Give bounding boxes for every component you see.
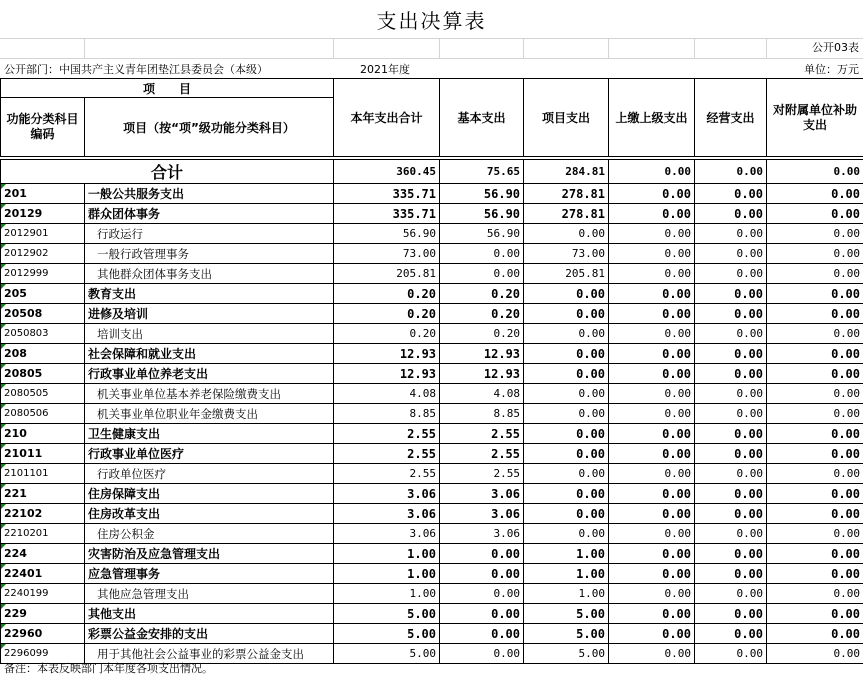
code-cell: 21011 bbox=[1, 444, 85, 464]
basic-cell: 0.00 bbox=[440, 564, 524, 584]
name-cell: 行政事业单位养老支出 bbox=[85, 364, 334, 384]
meta-row bbox=[0, 58, 863, 79]
name-cell: 灾害防治及应急管理支出 bbox=[85, 544, 334, 564]
business-cell: 0.00 bbox=[695, 564, 767, 584]
fiscal-year: 2021年度 bbox=[360, 63, 410, 76]
code-cell: 2210201 bbox=[1, 524, 85, 544]
total-cell: 0.20 bbox=[334, 324, 440, 344]
project-cell: 278.81 bbox=[524, 184, 609, 204]
subsidy-cell: 0.00 bbox=[767, 160, 863, 184]
business-cell: 0.00 bbox=[695, 264, 767, 284]
subsidy-cell: 0.00 bbox=[767, 604, 863, 624]
upper-cell: 0.00 bbox=[609, 484, 695, 504]
basic-cell: 2.55 bbox=[440, 444, 524, 464]
name-cell: 一般公共服务支出 bbox=[85, 184, 334, 204]
table-row bbox=[1, 384, 863, 404]
basic-cell: 0.00 bbox=[440, 544, 524, 564]
upper-cell: 0.00 bbox=[609, 344, 695, 364]
code-cell: 2012999 bbox=[1, 264, 85, 284]
table-row bbox=[1, 484, 863, 504]
code-cell: 22960 bbox=[1, 624, 85, 644]
business-cell: 0.00 bbox=[695, 324, 767, 344]
project-cell: 1.00 bbox=[524, 584, 609, 604]
project-cell: 0.00 bbox=[524, 344, 609, 364]
subsidy-cell: 0.00 bbox=[767, 544, 863, 564]
subsidy-cell: 0.00 bbox=[767, 404, 863, 424]
business-cell: 0.00 bbox=[695, 604, 767, 624]
project-cell: 5.00 bbox=[524, 644, 609, 664]
subsidy-cell: 0.00 bbox=[767, 504, 863, 524]
total-row bbox=[1, 160, 863, 184]
project-cell: 0.00 bbox=[524, 484, 609, 504]
upper-cell: 0.00 bbox=[609, 384, 695, 404]
subsidy-cell: 0.00 bbox=[767, 424, 863, 444]
basic-cell: 0.20 bbox=[440, 324, 524, 344]
basic-cell: 0.00 bbox=[440, 584, 524, 604]
subsidy-cell: 0.00 bbox=[767, 344, 863, 364]
upper-cell: 0.00 bbox=[609, 224, 695, 244]
code-cell: 229 bbox=[1, 604, 85, 624]
header-business: 经营支出 bbox=[695, 79, 767, 157]
total-cell: 8.85 bbox=[334, 404, 440, 424]
total-cell: 4.08 bbox=[334, 384, 440, 404]
header-project: 项目支出 bbox=[524, 79, 609, 157]
total-cell: 205.81 bbox=[334, 264, 440, 284]
basic-cell: 56.90 bbox=[440, 184, 524, 204]
total-cell: 56.90 bbox=[334, 224, 440, 244]
table-row bbox=[1, 524, 863, 544]
total-cell: 5.00 bbox=[334, 604, 440, 624]
total-cell: 0.20 bbox=[334, 304, 440, 324]
name-cell: 其他群众团体事务支出 bbox=[85, 264, 334, 284]
business-cell: 0.00 bbox=[695, 184, 767, 204]
subsidy-cell: 0.00 bbox=[767, 304, 863, 324]
subsidy-cell: 0.00 bbox=[767, 324, 863, 344]
business-cell: 0.00 bbox=[695, 424, 767, 444]
business-cell: 0.00 bbox=[695, 544, 767, 564]
basic-cell: 0.20 bbox=[440, 304, 524, 324]
table-row bbox=[1, 544, 863, 564]
upper-cell: 0.00 bbox=[609, 464, 695, 484]
name-cell: 机关事业单位基本养老保险缴费支出 bbox=[85, 384, 334, 404]
code-cell: 208 bbox=[1, 344, 85, 364]
business-cell: 0.00 bbox=[695, 304, 767, 324]
footnote: 备注：本表反映部门本年度各项支出情况。 bbox=[4, 662, 213, 675]
business-cell: 0.00 bbox=[695, 624, 767, 644]
upper-cell: 0.00 bbox=[609, 544, 695, 564]
code-cell: 20805 bbox=[1, 364, 85, 384]
subsidy-cell: 0.00 bbox=[767, 564, 863, 584]
subsidy-cell: 0.00 bbox=[767, 584, 863, 604]
project-cell: 278.81 bbox=[524, 204, 609, 224]
table-row bbox=[1, 244, 863, 264]
upper-cell: 0.00 bbox=[609, 604, 695, 624]
total-cell: 12.93 bbox=[334, 364, 440, 384]
code-cell: 20129 bbox=[1, 204, 85, 224]
table-row bbox=[1, 304, 863, 324]
name-cell: 住房公积金 bbox=[85, 524, 334, 544]
basic-cell: 0.00 bbox=[440, 264, 524, 284]
business-cell: 0.00 bbox=[695, 224, 767, 244]
header-upper: 上缴上级支出 bbox=[609, 79, 695, 157]
upper-cell: 0.00 bbox=[609, 244, 695, 264]
name-cell: 教育支出 bbox=[85, 284, 334, 304]
table-row bbox=[1, 424, 863, 444]
business-cell: 0.00 bbox=[695, 584, 767, 604]
total-cell: 12.93 bbox=[334, 344, 440, 364]
total-cell: 1.00 bbox=[334, 564, 440, 584]
total-cell: 5.00 bbox=[334, 624, 440, 644]
project-cell: 0.00 bbox=[524, 384, 609, 404]
project-cell: 0.00 bbox=[524, 284, 609, 304]
total-cell: 2.55 bbox=[334, 424, 440, 444]
table-row bbox=[1, 464, 863, 484]
grid-line bbox=[523, 38, 524, 58]
subsidy-cell: 0.00 bbox=[767, 444, 863, 464]
grid-line bbox=[439, 38, 440, 58]
header-subsidy: 对附属单位补助支出 bbox=[767, 79, 863, 157]
expenditure-table bbox=[0, 78, 863, 664]
subsidy-cell: 0.00 bbox=[767, 264, 863, 284]
upper-cell: 0.00 bbox=[609, 160, 695, 184]
upper-cell: 0.00 bbox=[609, 184, 695, 204]
grid-line bbox=[608, 38, 609, 58]
project-cell: 0.00 bbox=[524, 224, 609, 244]
total-cell: 1.00 bbox=[334, 544, 440, 564]
total-cell: 3.06 bbox=[334, 484, 440, 504]
basic-cell: 0.00 bbox=[440, 644, 524, 664]
code-cell: 2296099 bbox=[1, 644, 85, 664]
page-title: 支出决算表 bbox=[376, 8, 487, 33]
upper-cell: 0.00 bbox=[609, 204, 695, 224]
code-cell: 2240199 bbox=[1, 584, 85, 604]
upper-cell: 0.00 bbox=[609, 564, 695, 584]
project-cell: 0.00 bbox=[524, 364, 609, 384]
code-cell: 2080506 bbox=[1, 404, 85, 424]
business-cell: 0.00 bbox=[695, 464, 767, 484]
name-cell: 机关事业单位职业年金缴费支出 bbox=[85, 404, 334, 424]
business-cell: 0.00 bbox=[695, 504, 767, 524]
code-cell: 2012902 bbox=[1, 244, 85, 264]
total-cell: 2.55 bbox=[334, 464, 440, 484]
business-cell: 0.00 bbox=[695, 344, 767, 364]
upper-cell: 0.00 bbox=[609, 404, 695, 424]
business-cell: 0.00 bbox=[695, 524, 767, 544]
subsidy-cell: 0.00 bbox=[767, 384, 863, 404]
name-cell: 进修及培训 bbox=[85, 304, 334, 324]
total-cell: 335.71 bbox=[334, 184, 440, 204]
total-cell: 5.00 bbox=[334, 644, 440, 664]
name-cell: 卫生健康支出 bbox=[85, 424, 334, 444]
code-cell: 20508 bbox=[1, 304, 85, 324]
basic-cell: 0.00 bbox=[440, 244, 524, 264]
subsidy-cell: 0.00 bbox=[767, 364, 863, 384]
total-cell: 2.55 bbox=[334, 444, 440, 464]
name-cell: 行政运行 bbox=[85, 224, 334, 244]
name-cell: 一般行政管理事务 bbox=[85, 244, 334, 264]
form-number: 公开03表 bbox=[812, 41, 859, 54]
total-cell: 0.20 bbox=[334, 284, 440, 304]
business-cell: 0.00 bbox=[695, 160, 767, 184]
empty-grid-row bbox=[0, 38, 863, 59]
total-cell: 335.71 bbox=[334, 204, 440, 224]
basic-cell: 3.06 bbox=[440, 524, 524, 544]
upper-cell: 0.00 bbox=[609, 624, 695, 644]
code-cell: 201 bbox=[1, 184, 85, 204]
subsidy-cell: 0.00 bbox=[767, 464, 863, 484]
total-cell: 1.00 bbox=[334, 584, 440, 604]
project-cell: 1.00 bbox=[524, 564, 609, 584]
project-cell: 0.00 bbox=[524, 424, 609, 444]
code-cell: 221 bbox=[1, 484, 85, 504]
project-cell: 5.00 bbox=[524, 604, 609, 624]
business-cell: 0.00 bbox=[695, 444, 767, 464]
header-basic: 基本支出 bbox=[440, 79, 524, 157]
basic-cell: 3.06 bbox=[440, 484, 524, 504]
upper-cell: 0.00 bbox=[609, 324, 695, 344]
basic-cell: 0.00 bbox=[440, 624, 524, 644]
name-cell: 应急管理事务 bbox=[85, 564, 334, 584]
basic-cell: 0.20 bbox=[440, 284, 524, 304]
grid-line bbox=[694, 38, 695, 58]
project-cell: 5.00 bbox=[524, 624, 609, 644]
upper-cell: 0.00 bbox=[609, 304, 695, 324]
table-row bbox=[1, 184, 863, 204]
table-row bbox=[1, 444, 863, 464]
total-cell: 3.06 bbox=[334, 524, 440, 544]
project-cell: 284.81 bbox=[524, 160, 609, 184]
project-cell: 0.00 bbox=[524, 524, 609, 544]
code-cell: 224 bbox=[1, 544, 85, 564]
upper-cell: 0.00 bbox=[609, 444, 695, 464]
table-row bbox=[1, 264, 863, 284]
header-total: 本年支出合计 bbox=[334, 79, 440, 157]
department-label: 公开部门：中国共产主义青年团垫江县委员会（本级） bbox=[4, 63, 268, 76]
grid-line bbox=[766, 38, 767, 58]
basic-cell: 2.55 bbox=[440, 424, 524, 444]
table-row bbox=[1, 284, 863, 304]
upper-cell: 0.00 bbox=[609, 584, 695, 604]
basic-cell: 4.08 bbox=[440, 384, 524, 404]
code-cell: 22102 bbox=[1, 504, 85, 524]
basic-cell: 56.90 bbox=[440, 224, 524, 244]
table-row bbox=[1, 504, 863, 524]
basic-cell: 2.55 bbox=[440, 464, 524, 484]
grid-line bbox=[84, 38, 85, 58]
grid-line bbox=[333, 38, 334, 58]
code-cell: 205 bbox=[1, 284, 85, 304]
project-cell: 0.00 bbox=[524, 444, 609, 464]
basic-cell: 8.85 bbox=[440, 404, 524, 424]
table-row bbox=[1, 624, 863, 644]
name-cell: 其他应急管理支出 bbox=[85, 584, 334, 604]
name-cell: 彩票公益金安排的支出 bbox=[85, 624, 334, 644]
table-row bbox=[1, 224, 863, 244]
header-project-group: 项 目 bbox=[1, 79, 334, 98]
business-cell: 0.00 bbox=[695, 244, 767, 264]
table-row bbox=[1, 584, 863, 604]
code-cell: 210 bbox=[1, 424, 85, 444]
upper-cell: 0.00 bbox=[609, 524, 695, 544]
upper-cell: 0.00 bbox=[609, 364, 695, 384]
table-row bbox=[1, 564, 863, 584]
business-cell: 0.00 bbox=[695, 484, 767, 504]
upper-cell: 0.00 bbox=[609, 644, 695, 664]
subsidy-cell: 0.00 bbox=[767, 184, 863, 204]
header-code: 功能分类科目编码 bbox=[1, 98, 85, 157]
subsidy-cell: 0.00 bbox=[767, 244, 863, 264]
project-cell: 73.00 bbox=[524, 244, 609, 264]
basic-cell: 12.93 bbox=[440, 344, 524, 364]
code-cell: 2050803 bbox=[1, 324, 85, 344]
project-cell: 0.00 bbox=[524, 464, 609, 484]
basic-cell: 0.00 bbox=[440, 604, 524, 624]
subsidy-cell: 0.00 bbox=[767, 284, 863, 304]
business-cell: 0.00 bbox=[695, 284, 767, 304]
subsidy-cell: 0.00 bbox=[767, 204, 863, 224]
subsidy-cell: 0.00 bbox=[767, 224, 863, 244]
table-row bbox=[1, 324, 863, 344]
header-name: 项目（按“项”级功能分类科目） bbox=[85, 98, 334, 157]
name-cell: 群众团体事务 bbox=[85, 204, 334, 224]
total-cell: 73.00 bbox=[334, 244, 440, 264]
project-cell: 1.00 bbox=[524, 544, 609, 564]
business-cell: 0.00 bbox=[695, 204, 767, 224]
subsidy-cell: 0.00 bbox=[767, 624, 863, 644]
upper-cell: 0.00 bbox=[609, 284, 695, 304]
total-label: 合计 bbox=[1, 160, 334, 184]
upper-cell: 0.00 bbox=[609, 424, 695, 444]
project-cell: 0.00 bbox=[524, 304, 609, 324]
total-cell: 360.45 bbox=[334, 160, 440, 184]
table-row bbox=[1, 604, 863, 624]
name-cell: 其他支出 bbox=[85, 604, 334, 624]
business-cell: 0.00 bbox=[695, 364, 767, 384]
subsidy-cell: 0.00 bbox=[767, 484, 863, 504]
basic-cell: 56.90 bbox=[440, 204, 524, 224]
name-cell: 住房改革支出 bbox=[85, 504, 334, 524]
table-row bbox=[1, 204, 863, 224]
code-cell: 2080505 bbox=[1, 384, 85, 404]
upper-cell: 0.00 bbox=[609, 504, 695, 524]
code-cell: 2012901 bbox=[1, 224, 85, 244]
name-cell: 行政事业单位医疗 bbox=[85, 444, 334, 464]
project-cell: 0.00 bbox=[524, 504, 609, 524]
name-cell: 住房保障支出 bbox=[85, 484, 334, 504]
name-cell: 行政单位医疗 bbox=[85, 464, 334, 484]
upper-cell: 0.00 bbox=[609, 264, 695, 284]
subsidy-cell: 0.00 bbox=[767, 524, 863, 544]
basic-cell: 75.65 bbox=[440, 160, 524, 184]
code-cell: 2101101 bbox=[1, 464, 85, 484]
basic-cell: 12.93 bbox=[440, 364, 524, 384]
table-row bbox=[1, 404, 863, 424]
basic-cell: 3.06 bbox=[440, 504, 524, 524]
project-cell: 205.81 bbox=[524, 264, 609, 284]
business-cell: 0.00 bbox=[695, 404, 767, 424]
business-cell: 0.00 bbox=[695, 384, 767, 404]
business-cell: 0.00 bbox=[695, 644, 767, 664]
name-cell: 培训支出 bbox=[85, 324, 334, 344]
name-cell: 用于其他社会公益事业的彩票公益金支出 bbox=[85, 644, 334, 664]
total-cell: 3.06 bbox=[334, 504, 440, 524]
name-cell: 社会保障和就业支出 bbox=[85, 344, 334, 364]
subsidy-cell: 0.00 bbox=[767, 644, 863, 664]
project-cell: 0.00 bbox=[524, 404, 609, 424]
table-row bbox=[1, 364, 863, 384]
code-cell: 22401 bbox=[1, 564, 85, 584]
table-row bbox=[1, 344, 863, 364]
unit-label: 单位：万元 bbox=[804, 63, 859, 76]
project-cell: 0.00 bbox=[524, 324, 609, 344]
